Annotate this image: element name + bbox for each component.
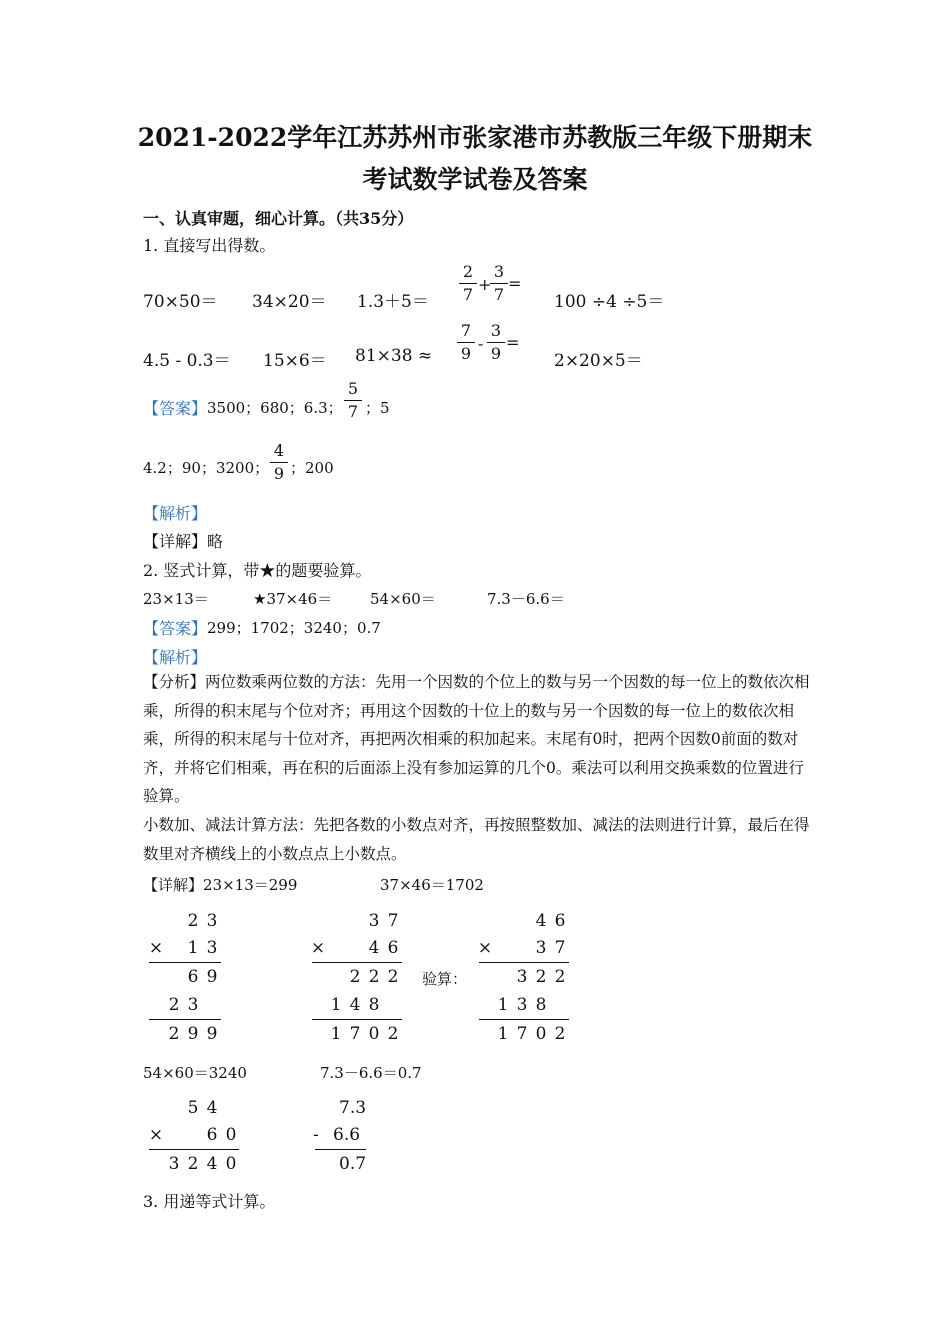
digit: 1 (187, 938, 199, 958)
divider-line (312, 962, 402, 963)
digit: 2 (349, 967, 361, 987)
digit: 7 (554, 938, 566, 958)
expr: 1.3＋5＝ (357, 292, 429, 312)
divider-line (149, 962, 221, 963)
problem: 23×13＝ (143, 590, 209, 608)
divider-line (479, 1019, 569, 1020)
detail-label: 54×60＝3240 (143, 1064, 247, 1082)
digit: 4 (368, 938, 380, 958)
digit: 2 (387, 967, 399, 987)
answer-text: 3500；680；6.3； (207, 399, 343, 417)
answer-tag: 【答案】 (143, 619, 208, 638)
digit: 4 (206, 1098, 218, 1118)
digit: 3 (187, 995, 199, 1015)
problem: 54×60＝ (370, 590, 436, 608)
section-heading: 一、认真审题，细心计算。（共35分） (143, 209, 414, 228)
detail-label: 【详解】23×13＝299 (143, 876, 298, 894)
page-title-line1: 2021-2022学年江苏苏州市张家港市苏教版三年级下册期末 (137, 123, 813, 152)
digit: 2 (387, 1024, 399, 1044)
divider-line (149, 1149, 239, 1150)
digit: 9 (206, 967, 218, 987)
digit: 3 (516, 995, 528, 1015)
expr: 81×38 ≈ (355, 346, 433, 366)
problem: ★37×46＝ (253, 590, 333, 608)
question-3-label: 3. 用递等式计算。 (143, 1192, 276, 1211)
multiply-sign: × (310, 938, 326, 958)
fraction: 7 9 (457, 322, 475, 363)
digit: 0 (535, 1024, 547, 1044)
digit: 3 (206, 938, 218, 958)
expr: 34×20＝ (252, 292, 327, 312)
digit: 2 (535, 967, 547, 987)
digit: 7 (387, 911, 399, 931)
digit: 5 (187, 1098, 199, 1118)
digit: 7 (349, 1024, 361, 1044)
digit: 0 (225, 1154, 237, 1174)
question-2-label: 2. 竖式计算，带★的题要验算。 (143, 561, 372, 580)
analysis-paragraph: 小数加、减法计算方法：先把各数的小数点对齐，再按照整数加、减法的法则进行计算，最后在得数里对齐横线上的小数点点上小数点。 (143, 816, 810, 863)
detail-label: 7.3－6.6＝0.7 (320, 1064, 422, 1082)
operator: - (478, 334, 484, 353)
digit: 1 (330, 995, 342, 1015)
divider-line (149, 1019, 221, 1020)
fraction: 2 7 (459, 263, 477, 304)
check-label: 验算： (422, 970, 468, 988)
divider-line (312, 1019, 402, 1020)
analysis-tag: 【解析】 (143, 504, 208, 523)
digit: 2 (187, 911, 199, 931)
digit: 2 (168, 1024, 180, 1044)
operator: + (478, 275, 492, 294)
answer-text: ；200 (290, 459, 334, 477)
answer-text: 4.2；90；3200； (143, 459, 270, 477)
fraction: 4 9 (270, 442, 288, 483)
number: 7.3 (339, 1098, 367, 1118)
digit: 8 (368, 995, 380, 1015)
digit: 6 (187, 967, 199, 987)
digit: 3 (168, 1154, 180, 1174)
digit: 6 (206, 1125, 218, 1145)
detail-label: 37×46＝1702 (380, 876, 484, 894)
page-title-line2: 考试数学试卷及答案 (362, 165, 588, 194)
digit: 2 (554, 1024, 566, 1044)
analysis-paragraph: 【分析】两位数乘两位数的方法：先用一个因数的个位上的数与另一个因数的每一位上的数依次相乘，所得的积末尾与个位对齐；再用这个因数的十位上的数与另一个因数的每一位上的数依次相乘，所得的积末尾与十位对齐，再把两次相乘的积加起来。末尾有0时，把两个因数0前面的数对齐，并将它们相乘，再在积的后面添上没有参加运算的几个0。乘法可以利用交换乘数的位置进行验算。 (143, 673, 810, 805)
digit: 6 (387, 938, 399, 958)
expr: 70×50＝ (143, 292, 218, 312)
problem: 7.3－6.6＝ (487, 590, 565, 608)
fraction: 3 7 (490, 263, 508, 304)
digit: 0 (368, 1024, 380, 1044)
digit: 3 (535, 938, 547, 958)
digit: 2 (168, 995, 180, 1015)
answer-text: 299；1702；3240；0.7 (207, 619, 381, 637)
number: 6.6 (333, 1125, 361, 1145)
digit: 1 (497, 995, 509, 1015)
expr: 4.5 - 0.3＝ (143, 351, 231, 371)
answer-tag: 【答案】 (143, 399, 208, 418)
digit: 4 (349, 995, 361, 1015)
equals: = (508, 274, 522, 293)
analysis-tag: 【解析】 (143, 648, 208, 667)
expr: 100 ÷4 ÷5＝ (554, 292, 665, 312)
minus-sign: - (313, 1125, 319, 1145)
digit: 9 (187, 1024, 199, 1044)
digit: 2 (368, 967, 380, 987)
digit: 2 (187, 1154, 199, 1174)
digit: 3 (516, 967, 528, 987)
multiply-sign: × (148, 938, 164, 958)
number: 0.7 (339, 1154, 367, 1174)
digit: 8 (535, 995, 547, 1015)
divider-line (315, 1149, 366, 1150)
digit: 9 (206, 1024, 218, 1044)
expr: 15×6＝ (263, 351, 327, 371)
digit: 1 (497, 1024, 509, 1044)
digit: 3 (368, 911, 380, 931)
digit: 2 (554, 967, 566, 987)
digit: 4 (535, 911, 547, 931)
digit: 6 (554, 911, 566, 931)
digit: 3 (206, 911, 218, 931)
digit: 1 (330, 1024, 342, 1044)
multiply-sign: × (148, 1125, 164, 1145)
fraction: 3 9 (487, 322, 505, 363)
multiply-sign: × (477, 938, 493, 958)
fraction: 5 7 (344, 380, 362, 421)
digit: 7 (516, 1024, 528, 1044)
question-1-label: 1. 直接写出得数。 (143, 236, 276, 255)
detail-text: 【详解】略 (143, 532, 224, 551)
digit: 0 (225, 1125, 237, 1145)
expr: 2×20×5＝ (554, 351, 643, 371)
equals: = (506, 333, 520, 352)
digit: 4 (206, 1154, 218, 1174)
divider-line (479, 962, 569, 963)
answer-text: ；5 (365, 399, 390, 417)
